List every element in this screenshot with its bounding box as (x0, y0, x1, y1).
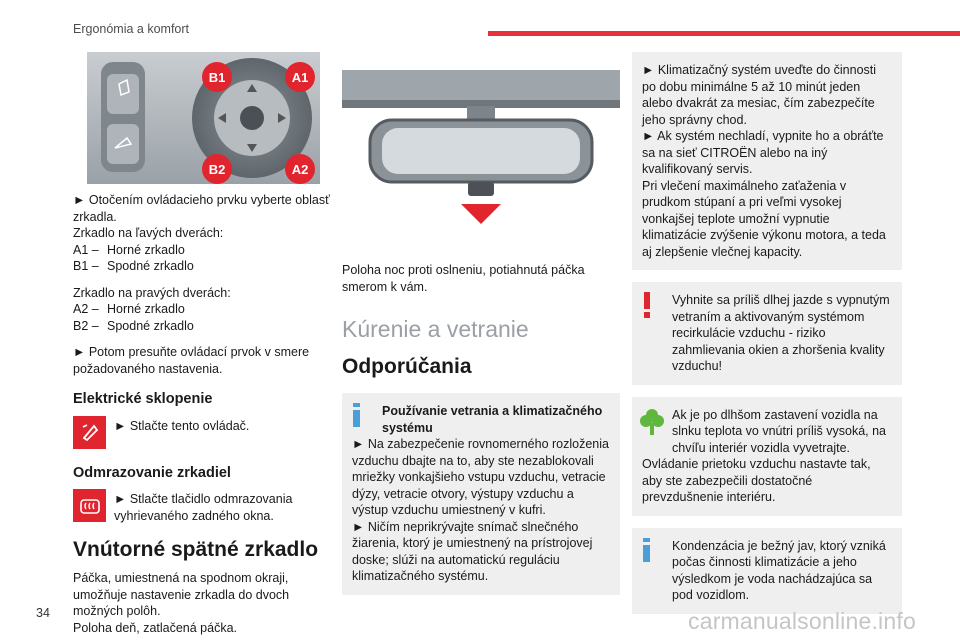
ventilation-note-body-2: ► Ničím neprikrývajte snímač slnečného žiarenia, ktorý je umiestnený na prístrojovej doske; slúži na automatickú reguláciu klimatizačného systému. (352, 519, 593, 583)
right-defs (73, 301, 341, 334)
info-icon (640, 538, 654, 567)
folding-title: Elektrické sklopenie (73, 391, 213, 407)
page-number: 34 (36, 606, 50, 620)
instruction-move-control: ► Potom presuňte ovládací prvok v smere požadovaného nastavenia. (73, 345, 310, 376)
watermark: carmanualsonline.info (688, 608, 916, 634)
heating-title: Kúrenie a vetranie (342, 316, 529, 342)
recirculation-warning-text: Vyhnite sa príliš dlhej jazde s vypnutým vetraním a aktivovaným systémom recirkulácie vzduchu - riziko zahmlievania okien a zhoršenia kvality vzduchu! (672, 293, 890, 373)
left-defs (73, 242, 341, 275)
def-key: B1 – (73, 259, 99, 273)
inner-mirror-day: Poloha deň, zatlačená páčka. (73, 620, 238, 635)
def-value: Horné zrkadlo (107, 302, 185, 316)
folding-row (73, 416, 341, 449)
rear-defrost-icon (73, 489, 106, 522)
column-middle (342, 70, 620, 607)
def-item (73, 318, 341, 335)
def-value: Spodné zrkadlo (107, 318, 194, 333)
instruction-select-area: ► Otočením ovládacieho prvku vyberte oblasť zrkadla. (73, 193, 330, 224)
ac-maintenance-box (632, 52, 902, 270)
label-b1 (202, 62, 232, 92)
left-door-heading: Zrkadlo na ľavých dverách: (73, 226, 224, 240)
column-left (73, 52, 341, 636)
defrost-title: Odmrazovanie zrkadiel (73, 464, 231, 481)
label-a1 (285, 62, 315, 92)
night-position-text: Poloha noc proti oslneniu, potiahnutá páčka smerom k vám. (342, 263, 585, 294)
ac-p3: Pri vlečení maximálneho zaťaženia v prudkom stúpaní a pri veľmi vysokej vonkajšej teplote umožní vypnutie klimatizácie zvýšenie výkonu motora, a teda aj zlepšenie vlečnej kapacity. (642, 178, 886, 259)
ventilate-tip-text-1: Ak je po dlhšom zastavení vozidla na slnku teplota vo vnútri príliš vysoká, na chvíľu interiér vozidla vyvetrajte. (672, 407, 886, 455)
label-a2 (285, 154, 315, 184)
tree-icon (640, 407, 664, 440)
def-value: Horné zrkadlo (107, 242, 185, 257)
info-icon (350, 403, 364, 432)
ventilate-tip-text-2: Ovládanie prietoku vzduchu nastavte tak, aby ste zabezpečili dostatočné prevzdušnenie interiéru. (642, 457, 871, 504)
svg-text:B1: B1 (208, 70, 226, 85)
def-item (73, 258, 341, 275)
condensation-info-box (632, 528, 902, 614)
header-accent-bar (488, 31, 960, 36)
def-item (73, 242, 341, 259)
svg-text:A2: A2 (291, 162, 309, 177)
right-door-heading: Zrkadlo na pravých dverách: (73, 285, 231, 300)
svg-text:A1: A1 (291, 70, 309, 85)
mirror-fold-icon (73, 416, 106, 449)
ventilation-note-body-1: ► Na zabezpečenie rovnomerného rozloženia vzduchu dbajte na to, aby ste nezablokovali mriežky vonkajšieho vstupu vzduchu, vetracie dýzy, vetracie otvory, výstupy vzduchu a výstup vzduchu umiestnený v kufri. (352, 437, 609, 517)
recirculation-warning-box (632, 282, 902, 385)
ac-p1: ► Klimatizačný systém uveďte do činnosti po dobu minimálne 5 až 10 minút jeden alebo dvakrát za mesiac, čím zabezpečíte jeho správny chod. (642, 63, 877, 127)
def-item (73, 301, 341, 318)
ac-p2: ► Ak systém nechladí, vypnite ho a obráťte sa na sieť CITROËN alebo na iný kvalifikovaný servis. (642, 129, 884, 176)
def-value: Spodné zrkadlo (107, 259, 194, 273)
def-key: A2 – (73, 302, 99, 316)
ventilate-tip-box (632, 397, 902, 516)
mirror-control-illustration (87, 52, 320, 184)
def-key: B2 – (73, 318, 99, 333)
ventilation-note (342, 393, 620, 595)
column-right (632, 52, 902, 626)
inner-mirror-title: Vnútorné spätné zrkadlo (73, 538, 319, 561)
recommendations-title: Odporúčania (342, 355, 472, 378)
label-b2 (202, 154, 232, 184)
ventilation-note-title: Používanie vetrania a klimatizačného systému (382, 404, 603, 435)
defrost-row (73, 489, 341, 524)
warning-icon (640, 292, 654, 323)
defrost-text: ► Stlačte tlačidlo odmrazovania vyhrievaného zadného okna. (114, 492, 293, 523)
folding-text: ► Stlačte tento ovládač. (114, 418, 250, 433)
svg-text:B2: B2 (208, 162, 226, 177)
rearview-mirror-illustration (342, 70, 620, 230)
condensation-text: Kondenzácia je bežný jav, ktorý vzniká počas činnosti klimatizácie a jeho výsledkom je voda nachádzajúca sa pod vozidlom. (672, 538, 886, 602)
def-key: A1 – (73, 242, 99, 257)
inner-mirror-text: Páčka, umiestnená na spodnom okraji, umožňuje nastavenie zrkadla do dvoch možných polôh. (73, 571, 290, 618)
header-title: Ergonómia a komfort (73, 22, 190, 36)
